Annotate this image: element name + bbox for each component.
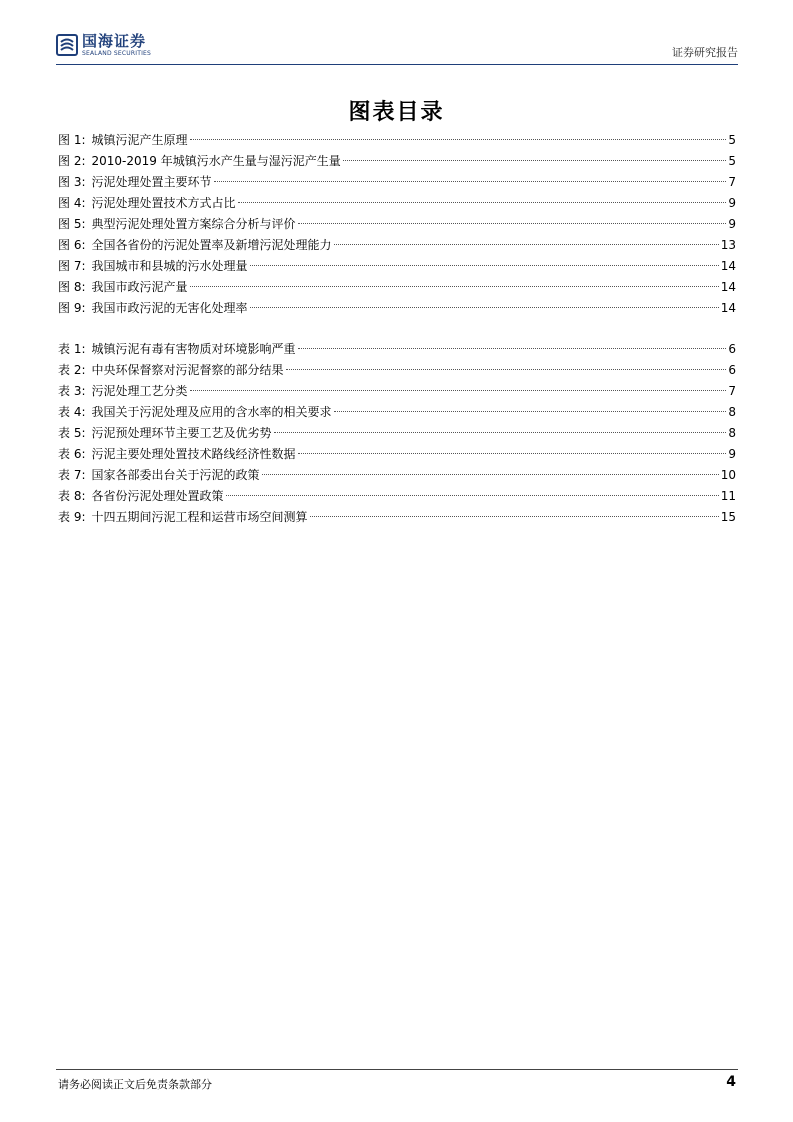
- table-title: 十四五期间污泥工程和运营市场空间测算: [91, 510, 308, 524]
- table-page-number: 10: [720, 468, 736, 482]
- dot-leader: [262, 474, 719, 475]
- figure-toc-entry[interactable]: [58, 193, 736, 214]
- figure-number: 图 7:: [58, 259, 86, 273]
- table-page-number: 6: [728, 363, 736, 377]
- page-number: 4: [726, 1074, 736, 1090]
- table-page-number: 7: [728, 384, 736, 398]
- dot-leader: [226, 495, 719, 496]
- figure-toc-entry[interactable]: [58, 130, 736, 151]
- figure-toc-entry[interactable]: [58, 298, 736, 319]
- dot-leader: [298, 348, 727, 349]
- logo-english-name: SEALAND SECURITIES: [82, 50, 152, 57]
- sealand-logo-icon: [56, 34, 78, 56]
- table-number: 表 4:: [58, 405, 86, 419]
- table-page-number: 6: [728, 342, 736, 356]
- table-number: 表 7:: [58, 468, 86, 482]
- disclaimer-text: 请务必阅读正文后免责条款部分: [58, 1078, 212, 1091]
- figure-page-number: 7: [728, 175, 736, 189]
- table-number: 表 9:: [58, 510, 86, 524]
- figure-title: 典型污泥处理处置方案综合分析与评价: [91, 217, 296, 231]
- table-list: [58, 339, 736, 528]
- page-footer: [56, 1069, 738, 1091]
- table-number: 表 2:: [58, 363, 86, 377]
- table-title: 污泥预处理环节主要工艺及优劣势: [91, 426, 272, 440]
- table-toc-entry[interactable]: [58, 507, 736, 528]
- report-type-label: 证券研究报告: [672, 46, 738, 59]
- figure-title: 城镇污泥产生原理: [91, 133, 188, 147]
- figure-number: 图 2:: [58, 154, 86, 168]
- figure-page-number: 14: [720, 280, 736, 294]
- table-title: 我国关于污泥处理及应用的含水率的相关要求: [91, 405, 332, 419]
- figure-number: 图 5:: [58, 217, 86, 231]
- table-page-number: 11: [720, 489, 736, 503]
- figure-page-number: 9: [728, 217, 736, 231]
- dot-leader: [190, 139, 727, 140]
- table-toc-entry[interactable]: [58, 486, 736, 507]
- table-toc-entry[interactable]: [58, 402, 736, 423]
- dot-leader: [250, 265, 719, 266]
- page-title: 图表目录: [348, 100, 445, 125]
- table-number: 表 3:: [58, 384, 86, 398]
- figure-number: 图 3:: [58, 175, 86, 189]
- table-number: 表 8:: [58, 489, 86, 503]
- dot-leader: [190, 390, 727, 391]
- figure-page-number: 14: [720, 259, 736, 273]
- table-number: 表 5:: [58, 426, 86, 440]
- figure-page-number: 9: [728, 196, 736, 210]
- table-page-number: 8: [728, 405, 736, 419]
- figure-toc-entry[interactable]: [58, 172, 736, 193]
- dot-leader: [238, 202, 727, 203]
- table-toc-entry[interactable]: [58, 339, 736, 360]
- table-title: 中央环保督察对污泥督察的部分结果: [91, 363, 284, 377]
- table-toc-entry[interactable]: [58, 381, 736, 402]
- figure-toc-entry[interactable]: [58, 256, 736, 277]
- figure-title: 2010-2019 年城镇污水产生量与湿污泥产生量: [91, 154, 341, 168]
- figure-title: 污泥处理处置技术方式占比: [91, 196, 236, 210]
- table-toc-entry[interactable]: [58, 423, 736, 444]
- figure-list: [58, 130, 736, 319]
- dot-leader: [250, 307, 719, 308]
- dot-leader: [190, 286, 719, 287]
- figure-toc-entry[interactable]: [58, 235, 736, 256]
- figure-toc-entry[interactable]: [58, 151, 736, 172]
- dot-leader: [334, 244, 719, 245]
- dot-leader: [310, 516, 719, 517]
- figure-toc-entry[interactable]: [58, 277, 736, 298]
- dot-leader: [214, 181, 727, 182]
- table-title: 污泥处理工艺分类: [91, 384, 188, 398]
- figure-title: 污泥处理处置主要环节: [91, 175, 212, 189]
- dot-leader: [298, 453, 727, 454]
- dot-leader: [286, 369, 727, 370]
- figure-page-number: 14: [720, 301, 736, 315]
- table-page-number: 9: [728, 447, 736, 461]
- table-title: 各省份污泥处理处置政策: [91, 489, 224, 503]
- figure-page-number: 13: [720, 238, 736, 252]
- figure-number: 图 1:: [58, 133, 86, 147]
- table-number: 表 1:: [58, 342, 86, 356]
- figure-number: 图 8:: [58, 280, 86, 294]
- dot-leader: [274, 432, 727, 433]
- figure-toc-entry[interactable]: [58, 214, 736, 235]
- page-header: [56, 30, 738, 65]
- table-page-number: 15: [720, 510, 736, 524]
- figure-number: 图 9:: [58, 301, 86, 315]
- table-title: 城镇污泥有毒有害物质对环境影响严重: [91, 342, 296, 356]
- dot-leader: [298, 223, 727, 224]
- dot-leader: [334, 411, 727, 412]
- figure-page-number: 5: [728, 133, 736, 147]
- figure-title: 全国各省份的污泥处置率及新增污泥处理能力: [91, 238, 332, 252]
- figure-page-number: 5: [728, 154, 736, 168]
- figure-title: 我国市政污泥产量: [91, 280, 188, 294]
- dot-leader: [343, 160, 727, 161]
- table-toc-entry[interactable]: [58, 360, 736, 381]
- table-title: 国家各部委出台关于污泥的政策: [91, 468, 260, 482]
- figure-title: 我国城市和县城的污水处理量: [91, 259, 248, 273]
- table-page-number: 8: [728, 426, 736, 440]
- table-title: 污泥主要处理处置技术路线经济性数据: [91, 447, 296, 461]
- table-toc-entry[interactable]: [58, 444, 736, 465]
- figure-title: 我国市政污泥的无害化处理率: [91, 301, 248, 315]
- logo-chinese-name: 国海证券: [82, 32, 147, 50]
- company-logo: [56, 34, 151, 57]
- figure-number: 图 4:: [58, 196, 86, 210]
- table-toc-entry[interactable]: [58, 465, 736, 486]
- figure-number: 图 6:: [58, 238, 86, 252]
- table-number: 表 6:: [58, 447, 86, 461]
